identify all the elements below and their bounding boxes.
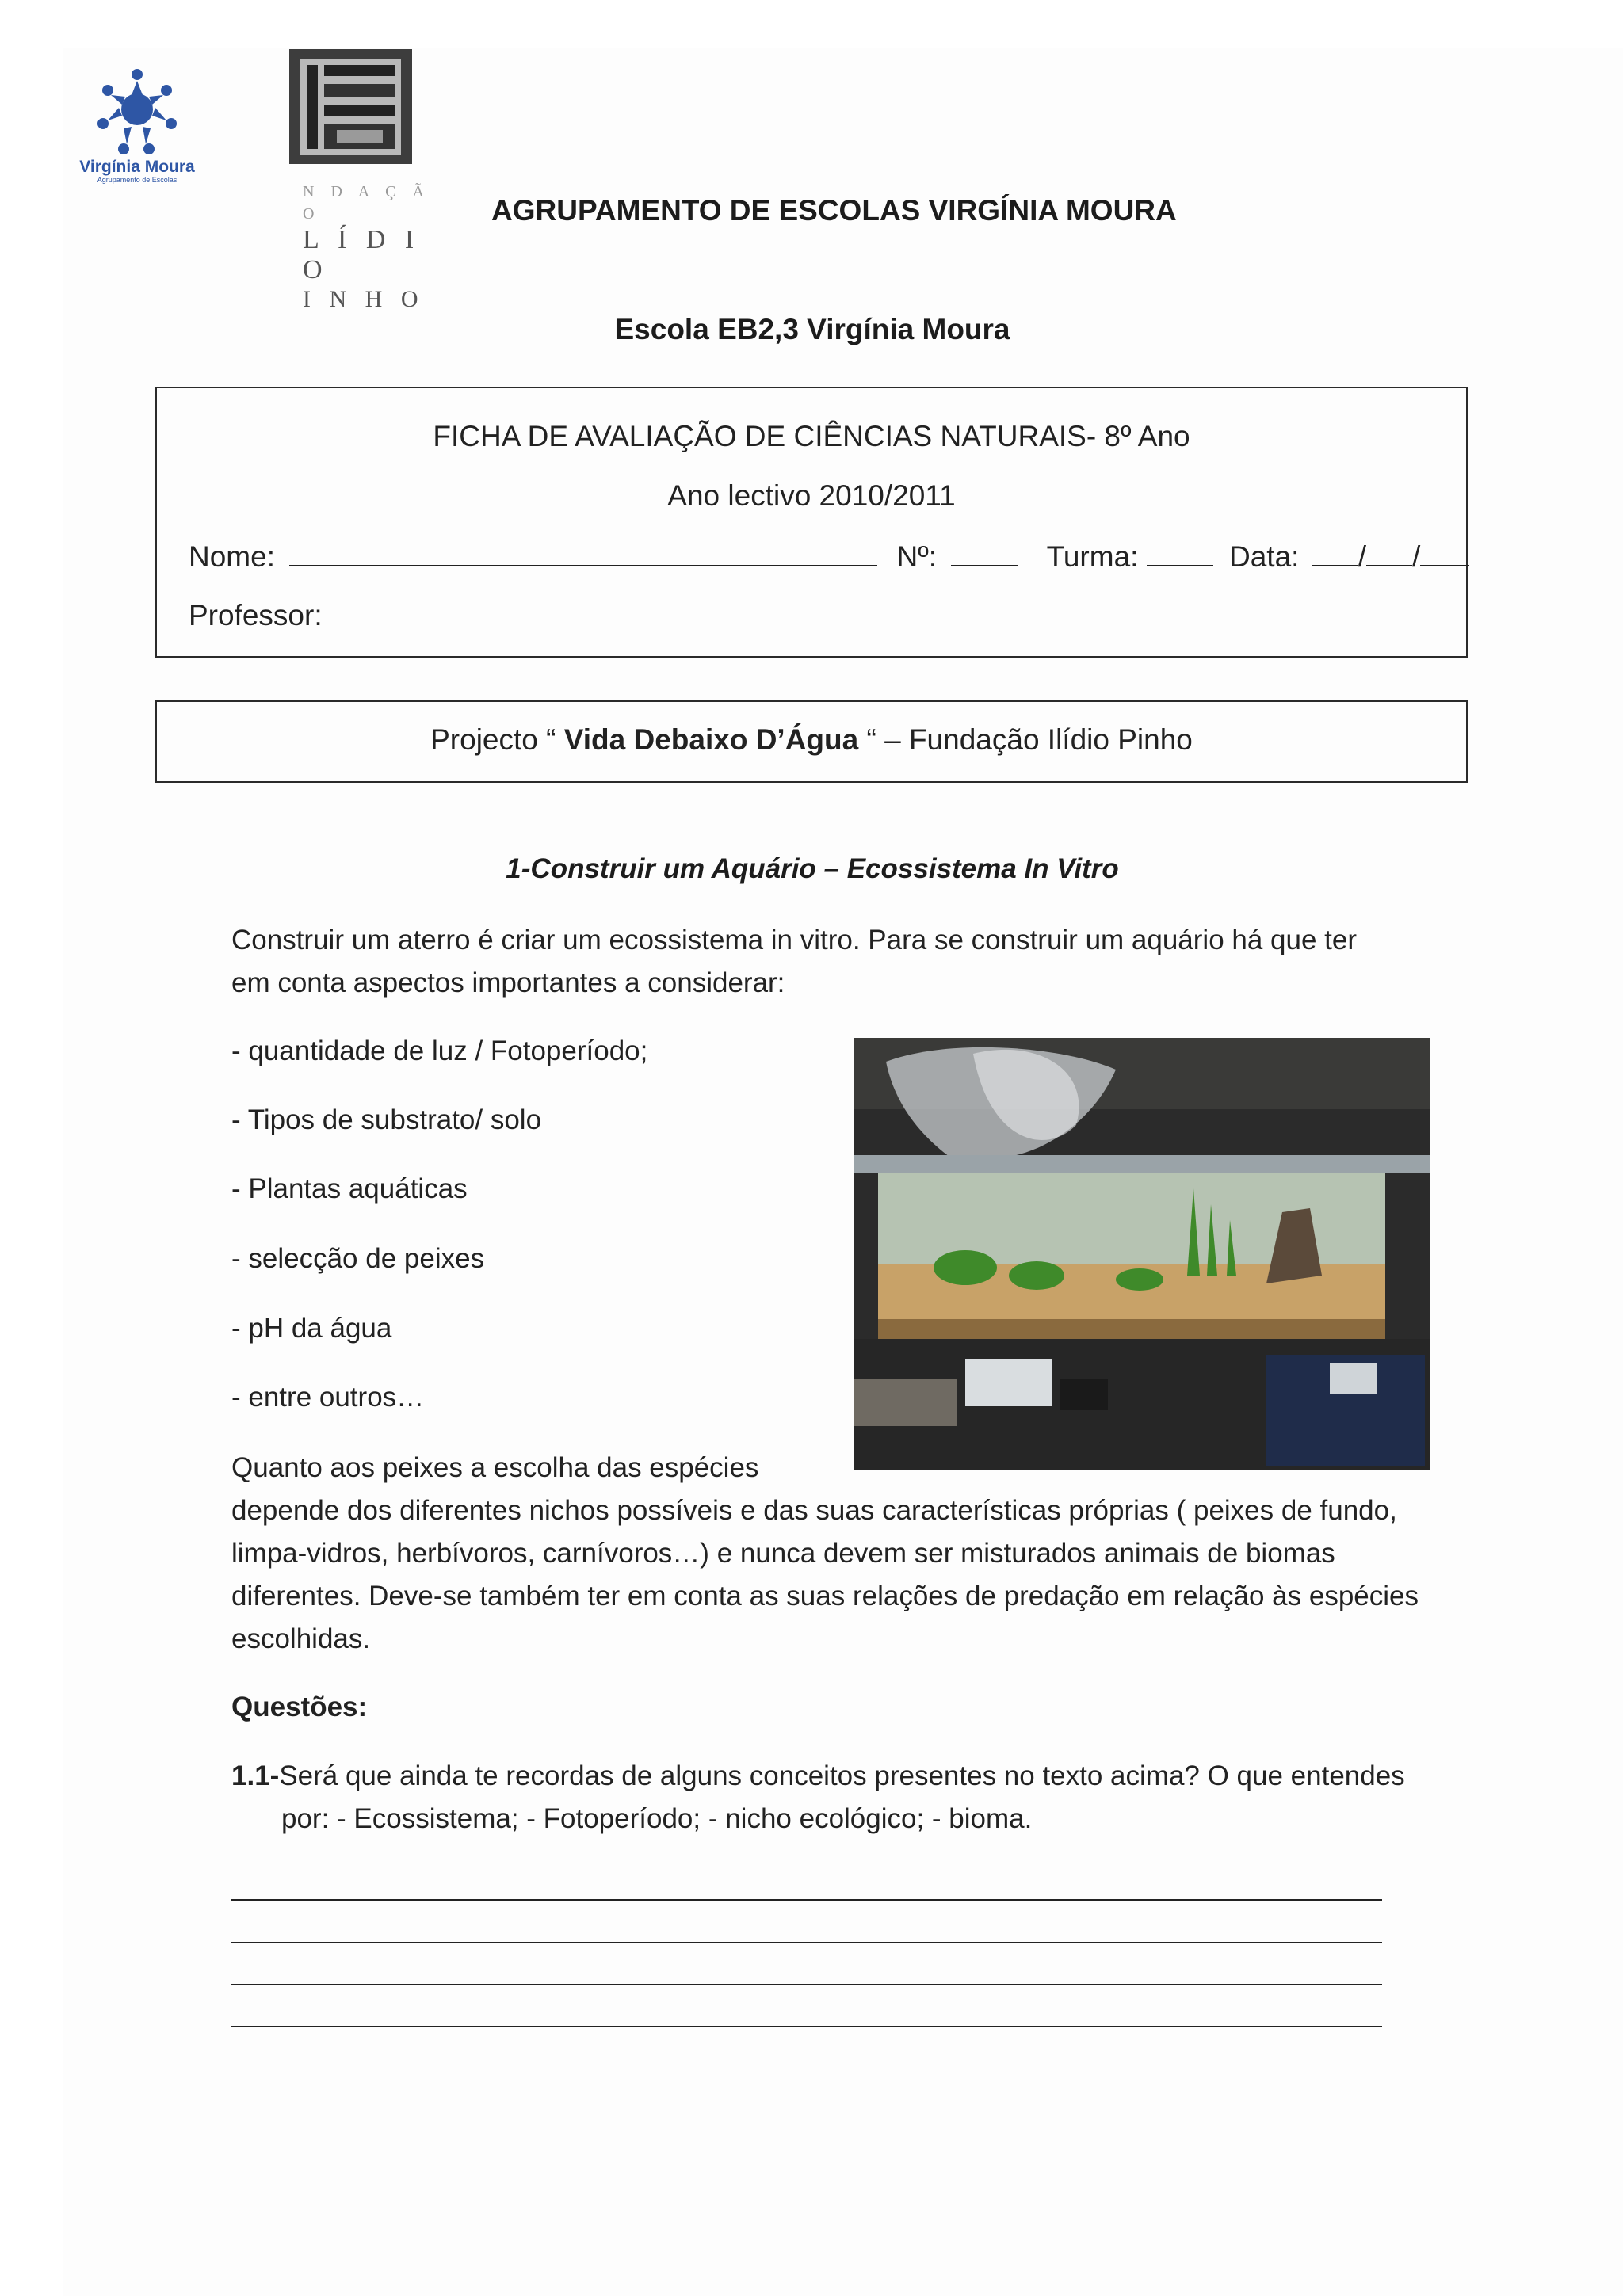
data-slash: /: [1412, 540, 1421, 573]
fish-line: diferentes. Deve-se também ter em conta as suas relações de predação em relação às espécies: [231, 1581, 1419, 1611]
answer-line[interactable]: [231, 1984, 1382, 1985]
aquarium-photo: [854, 1038, 1430, 1470]
project-prefix: Projecto “: [430, 723, 564, 756]
answer-line[interactable]: [231, 1899, 1382, 1901]
question-1-1: [231, 1755, 1420, 1840]
data-slash: /: [1358, 540, 1366, 573]
answer-line[interactable]: [231, 2026, 1382, 2027]
data-day-field[interactable]: [1312, 540, 1358, 566]
agrupamento-heading: AGRUPAMENTO DE ESCOLAS VIRGÍNIA MOURA: [491, 194, 1177, 227]
school-year: Ano lectivo 2010/2011: [667, 479, 956, 512]
answer-line[interactable]: [231, 1942, 1382, 1943]
project-name: Vida Debaixo D’Água: [563, 723, 859, 756]
turma-field[interactable]: [1147, 540, 1213, 566]
agrupamento-logo-name: Virgínia Moura: [79, 158, 195, 176]
question-text: Será que ainda te recordas de alguns conceitos presentes no texto acima? O que entendes: [279, 1760, 1405, 1791]
project-suffix: “ – Fundação Ilídio Pinho: [858, 723, 1193, 756]
fish-line: escolhidas.: [231, 1623, 371, 1654]
data-label: Data:: [1229, 540, 1300, 573]
student-info-row: [189, 540, 1472, 574]
fundacao-logo-line2: L Í D I O: [303, 225, 421, 284]
intro-paragraph: [231, 919, 1420, 1005]
agrupamento-logo-subtitle: Agrupamento de Escolas: [97, 176, 178, 184]
question-text-line2: por: - Ecossistema; - Fotoperíodo; - nicho ecológico; - bioma.: [281, 1803, 1033, 1834]
project-title: [155, 723, 1468, 757]
bullet-item: - entre outros…: [231, 1382, 425, 1413]
turma-label: Turma:: [1046, 540, 1139, 573]
data-month-field[interactable]: [1366, 540, 1412, 566]
escola-heading: Escola EB2,3 Virgínia Moura: [614, 313, 1010, 345]
fish-line: Quanto aos peixes a escolha das espécies: [231, 1452, 759, 1483]
nome-field[interactable]: [289, 540, 877, 566]
data-year-field[interactable]: [1420, 540, 1469, 566]
fish-line: depende dos diferentes nichos possíveis e das suas características próprias ( peixes de fundo,: [231, 1495, 1397, 1526]
questions-heading: Questões:: [231, 1691, 368, 1722]
intro-line: Construir um aterro é criar um ecossistema in vitro. Para se construir um aquário há que ter: [231, 925, 1358, 955]
numero-label: Nº:: [896, 540, 938, 573]
fundacao-logo-line1: N D A Ç Ã O: [303, 183, 430, 223]
fundacao-logo-icon: [289, 49, 412, 164]
fish-paragraph: [231, 1447, 1420, 1661]
bullet-item: - pH da água: [231, 1313, 392, 1344]
fundacao-logo-line3: I N H O: [303, 286, 425, 312]
bullet-item: - selecção de peixes: [231, 1243, 485, 1274]
bullet-item: - Tipos de substrato/ solo: [231, 1104, 542, 1135]
fish-line: limpa-vidros, herbívoros, carnívoros…) e nunca devem ser misturados animais de biomas: [231, 1538, 1335, 1569]
section-title: 1-Construir um Aquário – Ecossistema In Vitro: [506, 853, 1119, 884]
intro-line: em conta aspectos importantes a considerar:: [231, 967, 785, 998]
question-number: 1.1-: [231, 1760, 280, 1791]
fundacao-logo-text: [303, 181, 437, 314]
professor-label: Professor:: [189, 599, 323, 631]
numero-field[interactable]: [951, 540, 1018, 566]
bullet-item: - quantidade de luz / Fotoperíodo;: [231, 1035, 648, 1066]
bullet-item: - Plantas aquáticas: [231, 1173, 468, 1204]
form-title: FICHA DE AVALIAÇÃO DE CIÊNCIAS NATURAIS- 8º Ano: [433, 420, 1190, 452]
nome-label: Nome:: [189, 540, 275, 573]
